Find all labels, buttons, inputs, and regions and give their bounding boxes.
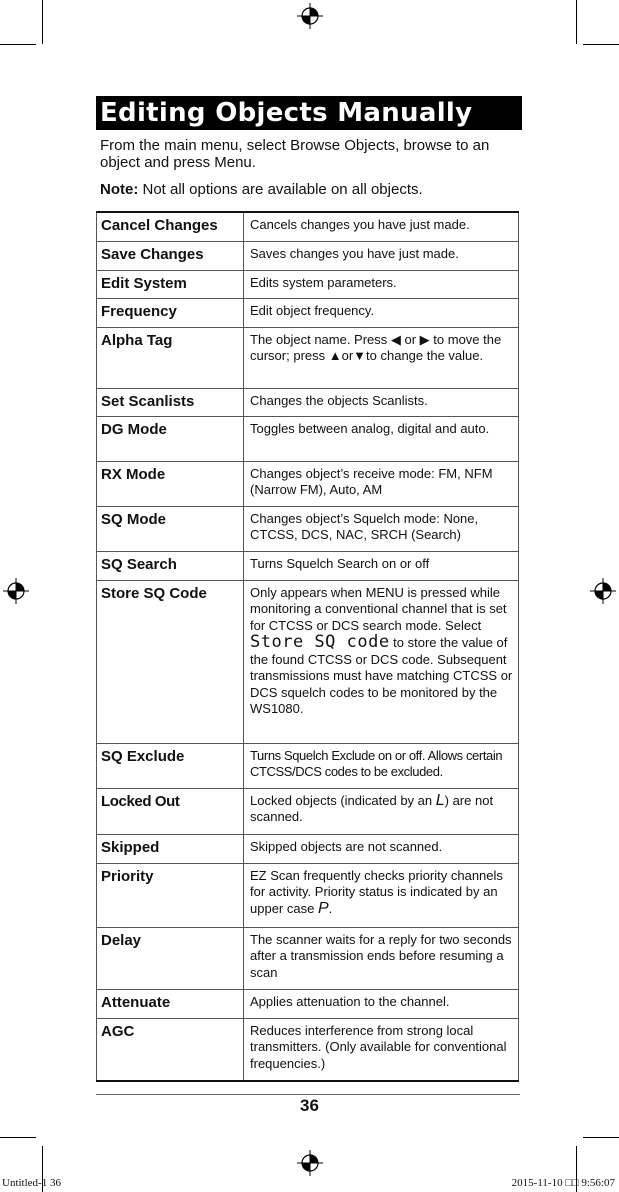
option-name: Attenuate bbox=[97, 989, 244, 1018]
locked-glyph: L bbox=[435, 791, 445, 809]
option-name: SQ Search bbox=[97, 551, 244, 580]
table-row bbox=[97, 212, 519, 241]
lcd-text: Store SQ code bbox=[250, 632, 390, 652]
option-description: Saves changes you have just made. bbox=[244, 241, 519, 270]
option-description: Changes the objects Scanlists. bbox=[244, 388, 519, 416]
option-name: Locked Out bbox=[97, 788, 244, 834]
table-row bbox=[97, 461, 519, 506]
option-name: AGC bbox=[97, 1018, 244, 1081]
table-row bbox=[97, 506, 519, 551]
table-row bbox=[97, 416, 519, 461]
registration-mark-icon bbox=[297, 1150, 323, 1176]
option-description bbox=[244, 788, 519, 834]
option-description: Changes object’s receive mode: FM, NFM (Narrow FM), Auto, AM bbox=[244, 461, 519, 506]
option-name: RX Mode bbox=[97, 461, 244, 506]
crop-mark bbox=[0, 1137, 36, 1138]
table-row bbox=[97, 388, 519, 416]
table-row bbox=[97, 743, 519, 788]
table-row bbox=[97, 989, 519, 1018]
options-table bbox=[96, 211, 519, 1082]
table-row bbox=[97, 834, 519, 863]
registration-mark-icon bbox=[3, 578, 29, 604]
option-description: Reduces interference from strong local transmitters. (Only available for conventional frequencies.) bbox=[244, 1018, 519, 1081]
option-description-text: Only appears when MENU is pressed while monitoring a conventional channel that is set for CTCSS or DCS search mode. Select bbox=[250, 584, 507, 633]
option-description: Cancels changes you have just made. bbox=[244, 212, 519, 241]
option-description-text: Locked objects (indicated by an bbox=[250, 792, 436, 808]
crop-mark bbox=[576, 0, 577, 44]
option-name: Alpha Tag bbox=[97, 327, 244, 388]
page-title: Editing Objects Manually bbox=[96, 96, 522, 130]
crop-mark bbox=[583, 44, 619, 45]
table-row bbox=[97, 327, 519, 388]
option-name: Delay bbox=[97, 927, 244, 989]
table-row bbox=[97, 551, 519, 580]
option-name: Set Scanlists bbox=[97, 388, 244, 416]
note-label: Note: bbox=[100, 181, 139, 198]
crop-mark bbox=[42, 0, 43, 44]
crop-mark bbox=[583, 1137, 619, 1138]
option-name: SQ Exclude bbox=[97, 743, 244, 788]
option-name: Skipped bbox=[97, 834, 244, 863]
footer-divider bbox=[96, 1094, 520, 1095]
table-row bbox=[97, 298, 519, 327]
option-description: Skipped objects are not scanned. bbox=[244, 834, 519, 863]
intro-paragraph: From the main menu, select Browse Objects, browse to an object and press Menu. bbox=[100, 137, 490, 171]
option-description: Applies attenuation to the channel. bbox=[244, 989, 519, 1018]
option-name: Frequency bbox=[97, 298, 244, 327]
table-row bbox=[97, 241, 519, 270]
option-name: SQ Mode bbox=[97, 506, 244, 551]
note-text: Not all options are available on all objects. bbox=[138, 181, 423, 198]
option-description: Toggles between analog, digital and auto. bbox=[244, 416, 519, 461]
priority-glyph: P bbox=[317, 899, 329, 917]
option-description: Edits system parameters. bbox=[244, 270, 519, 298]
option-description: The object name. Press ◀ or ▶ to move the cursor; press ▲or▼to change the value. bbox=[244, 327, 519, 388]
registration-mark-icon bbox=[297, 3, 323, 29]
option-description-text: EZ Scan frequently checks priority channels for activity. Priority status is indicated by an upper case bbox=[250, 867, 503, 916]
option-name: Store SQ Code bbox=[97, 580, 244, 743]
slug-right: 2015-11-10 □□ 9:56:07 bbox=[511, 1177, 615, 1189]
crop-mark bbox=[0, 44, 36, 45]
option-description-text: . bbox=[328, 900, 333, 916]
option-name: Priority bbox=[97, 863, 244, 927]
option-name: Cancel Changes bbox=[97, 212, 244, 241]
table-row bbox=[97, 788, 519, 834]
option-description-text: ) are not scanned. bbox=[250, 792, 494, 824]
note-paragraph bbox=[100, 181, 520, 199]
option-description: Turns Squelch Exclude on or off. Allows certain CTCSS/DCS codes to be excluded. bbox=[244, 743, 519, 788]
table-row bbox=[97, 863, 519, 927]
table-row bbox=[97, 1018, 519, 1081]
option-description: Changes object’s Squelch mode: None, CTCSS, DCS, NAC, SRCH (Search) bbox=[244, 506, 519, 551]
option-description: The scanner waits for a reply for two seconds after a transmission ends before resuming a scan bbox=[244, 927, 519, 989]
option-name: Edit System bbox=[97, 270, 244, 298]
option-name: Save Changes bbox=[97, 241, 244, 270]
option-name: DG Mode bbox=[97, 416, 244, 461]
option-description bbox=[244, 580, 519, 743]
option-description-text: to store the value of the found CTCSS or DCS code. Subsequent transmissions must have matching CTCSS or DCS squelch codes to be monitored by the WS1080. bbox=[250, 635, 513, 716]
slug-left: Untitled-1 36 bbox=[2, 1177, 61, 1189]
option-description bbox=[244, 863, 519, 927]
page-number: 36 bbox=[300, 1096, 319, 1115]
registration-mark-icon bbox=[590, 578, 616, 604]
table-row bbox=[97, 270, 519, 298]
table-row bbox=[97, 927, 519, 989]
option-description: Turns Squelch Search on or off bbox=[244, 551, 519, 580]
option-description: Edit object frequency. bbox=[244, 298, 519, 327]
table-row bbox=[97, 580, 519, 743]
